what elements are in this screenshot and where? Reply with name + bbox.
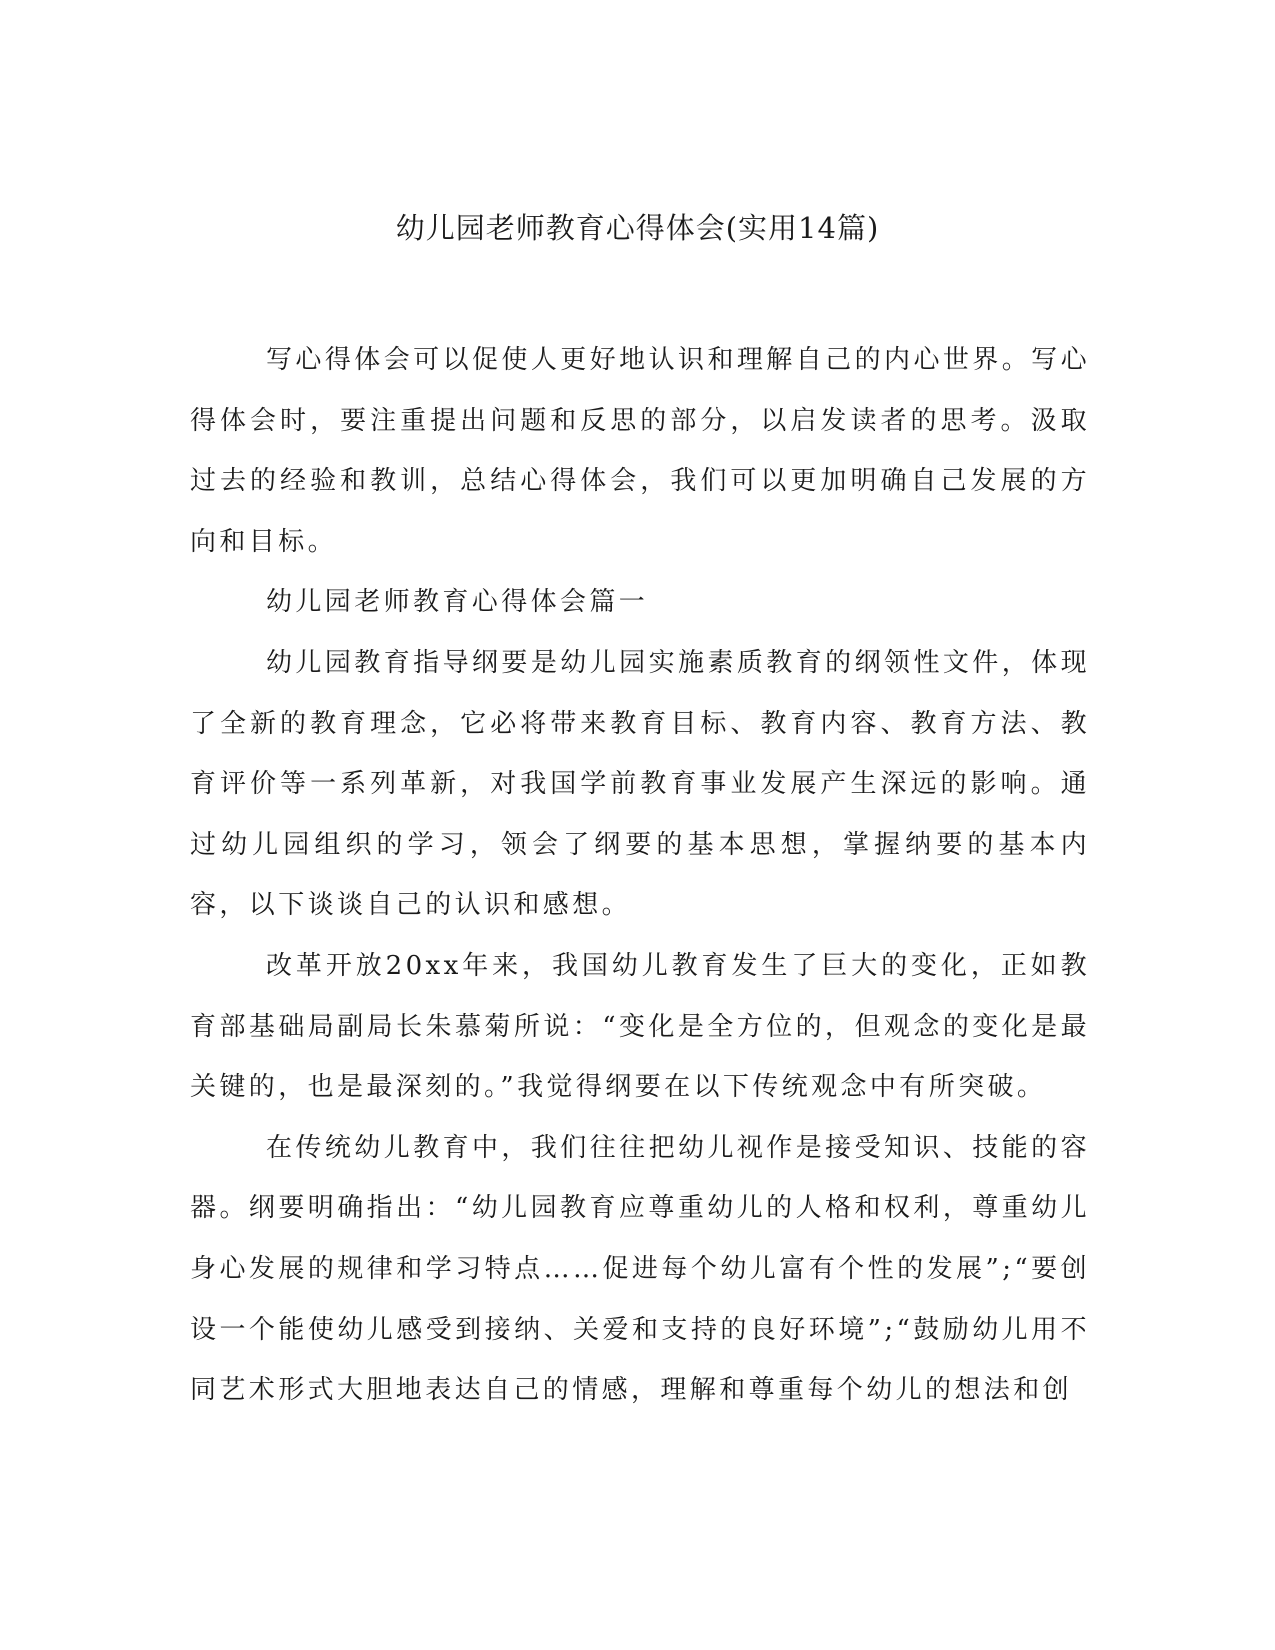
document-body (190, 330, 1090, 1421)
body-paragraph: 在传统幼儿教育中，我们往往把幼儿视作是接受知识、技能的容器。纲要明确指出：“幼儿园教育应尊重幼儿的人格和权利，尊重幼儿身心发展的规律和学习特点……促进每个幼儿富有个性的发展”;“要创设一个能使幼儿感受到接纳、关爱和支持的良好环境”;“鼓励幼儿用不同艺术形式大胆地表达自己的情感，理解和尊重每个幼儿的想法和创 (190, 1132, 1090, 1406)
body-paragraph: 幼儿园教育指导纲要是幼儿园实施素质教育的纲领性文件，体现了全新的教育理念，它必将带来教育目标、教育内容、教育方法、教育评价等一系列革新，对我国学前教育事业发展产生深远的影响。通过幼儿园组织的学习，领会了纲要的基本思想，掌握纳要的基本内容，以下谈谈自己的认识和感想。 (190, 647, 1090, 921)
intro-paragraph: 写心得体会可以促使人更好地认识和理解自己的内心世界。写心得体会时，要注重提出问题和反思的部分，以启发读者的思考。汲取过去的经验和教训，总结心得体会，我们可以更加明确自己发展的方向和目标。 (190, 345, 1090, 557)
section-heading: 幼儿园老师教育心得体会篇一 (266, 587, 649, 618)
document-title: 幼儿园老师教育心得体会(实用14篇) (395, 211, 880, 245)
body-paragraph: 改革开放20xx年来，我国幼儿教育发生了巨大的变化，正如教育部基础局副局长朱慕菊所说：“变化是全方位的，但观念的变化是最关键的，也是最深刻的。”我觉得纲要在以下传统观念中有所突破。 (190, 950, 1090, 1103)
